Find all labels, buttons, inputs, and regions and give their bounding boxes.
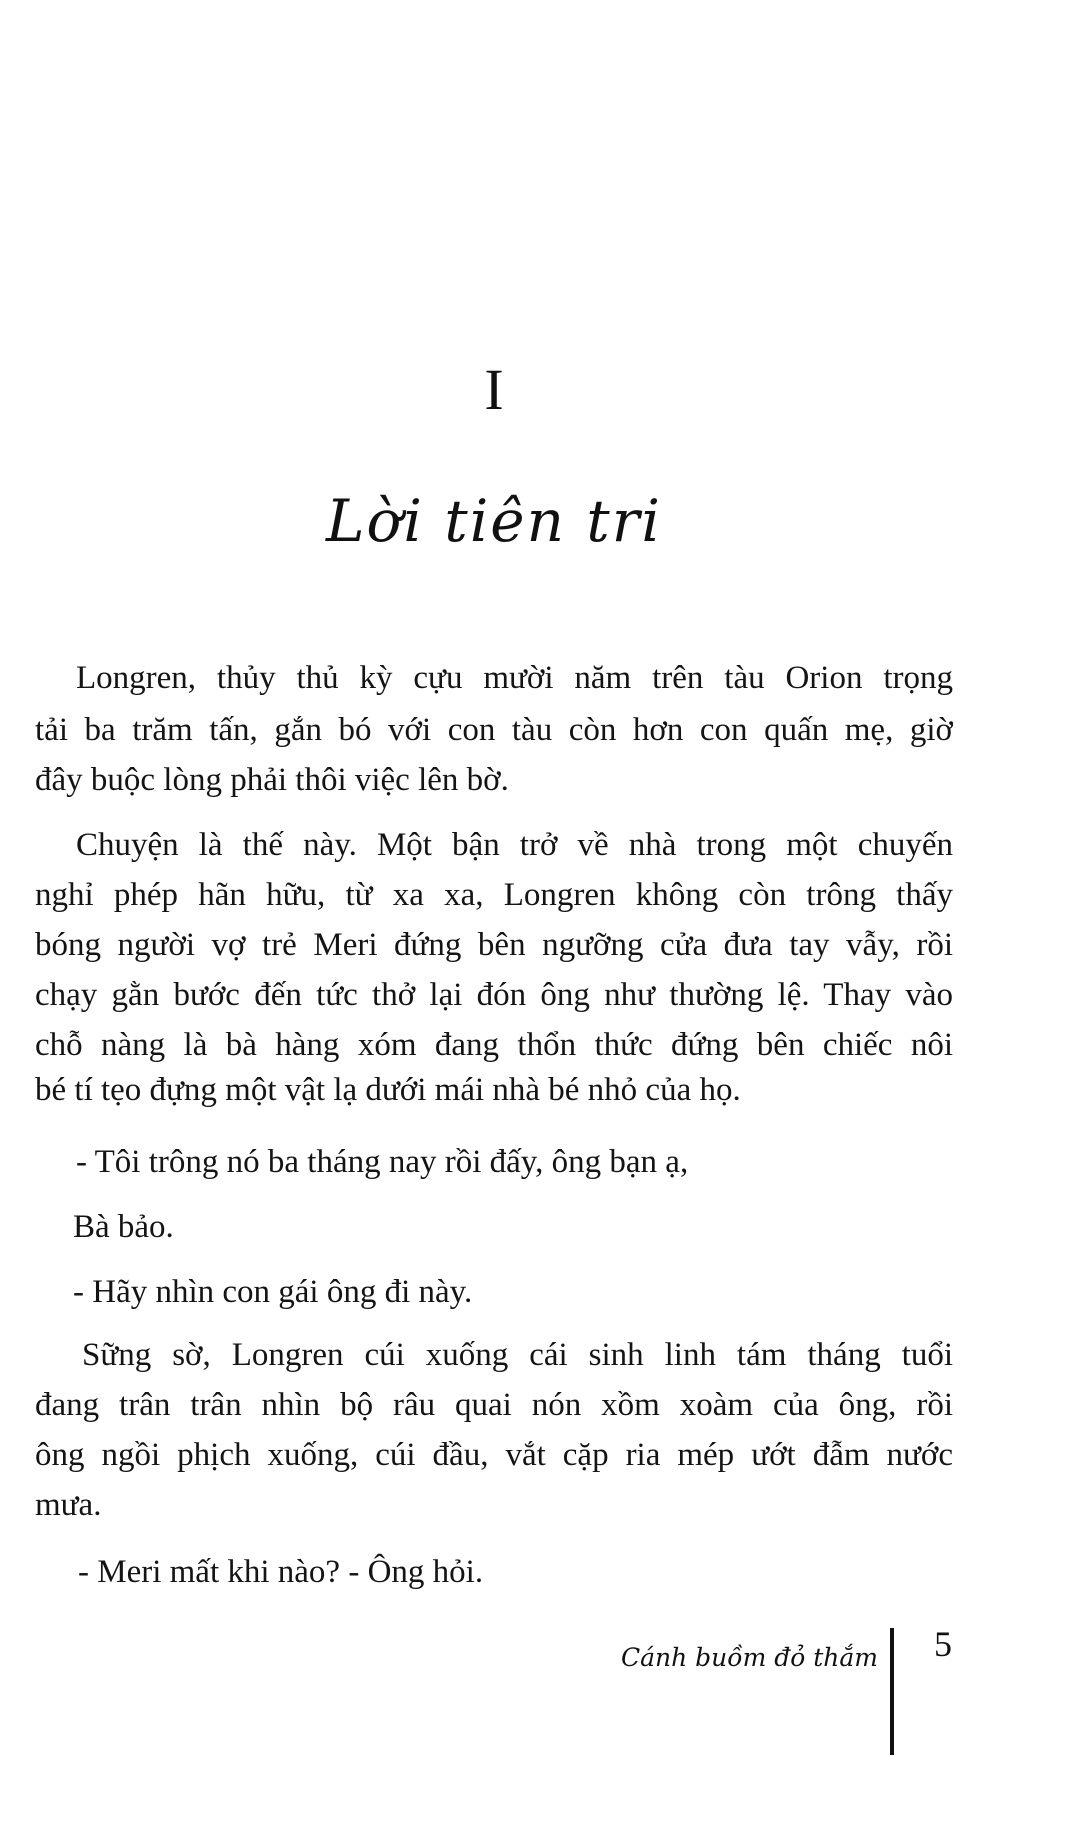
text-line: bóng người vợ trẻ Meri đứng bên ngưỡng cửa đưa tay vẫy, rồi (35, 927, 953, 963)
dialogue-line: - Hãy nhìn con gái ông đi này. (73, 1274, 473, 1310)
text-line: đây buộc lòng phải thôi việc lên bờ. (35, 762, 509, 798)
text-line: đang trân trân nhìn bộ râu quai nón xồm xoàm của ông, rồi (35, 1387, 953, 1423)
dialogue-line: - Meri mất khi nào? - Ông hỏi. (78, 1554, 484, 1590)
text-line: tải ba trăm tấn, gắn bó với con tàu còn hơn con quấn mẹ, giờ (35, 712, 953, 748)
chapter-title: Lời tiên tri (326, 487, 662, 555)
text-line: chạy gằn bước đến tức thở lại đón ông như thường lệ. Thay vào (35, 977, 953, 1013)
text-line: Longren, thủy thủ kỳ cựu mười năm trên tàu Orion trọng (76, 660, 953, 696)
chapter-number: I (484, 357, 504, 422)
text-line: Bà bảo. (73, 1209, 174, 1245)
text-line: nghỉ phép hãn hữu, từ xa xa, Longren không còn trông thấy (35, 877, 953, 913)
text-line: chỗ nàng là bà hàng xóm đang thổn thức đứng bên chiếc nôi (35, 1027, 953, 1063)
page-number: 5 (934, 1624, 952, 1664)
dialogue-line: - Tôi trông nó ba tháng nay rồi đấy, ông bạn ạ, (76, 1144, 689, 1180)
text-line: mưa. (35, 1487, 102, 1523)
text-line: Chuyện là thế này. Một bận trở về nhà trong một chuyến (76, 827, 953, 863)
text-line: bé tí tẹo đựng một vật lạ dưới mái nhà bé nhỏ của họ. (35, 1072, 741, 1108)
footer-divider (890, 1628, 894, 1755)
text-line: ông ngồi phịch xuống, cúi đầu, vắt cặp ria mép ướt đẫm nước (35, 1437, 953, 1473)
running-footer-book-title: Cánh buồm đỏ thắm (621, 1643, 878, 1672)
text-line: Sững sờ, Longren cúi xuống cái sinh linh tám tháng tuổi (82, 1337, 953, 1373)
